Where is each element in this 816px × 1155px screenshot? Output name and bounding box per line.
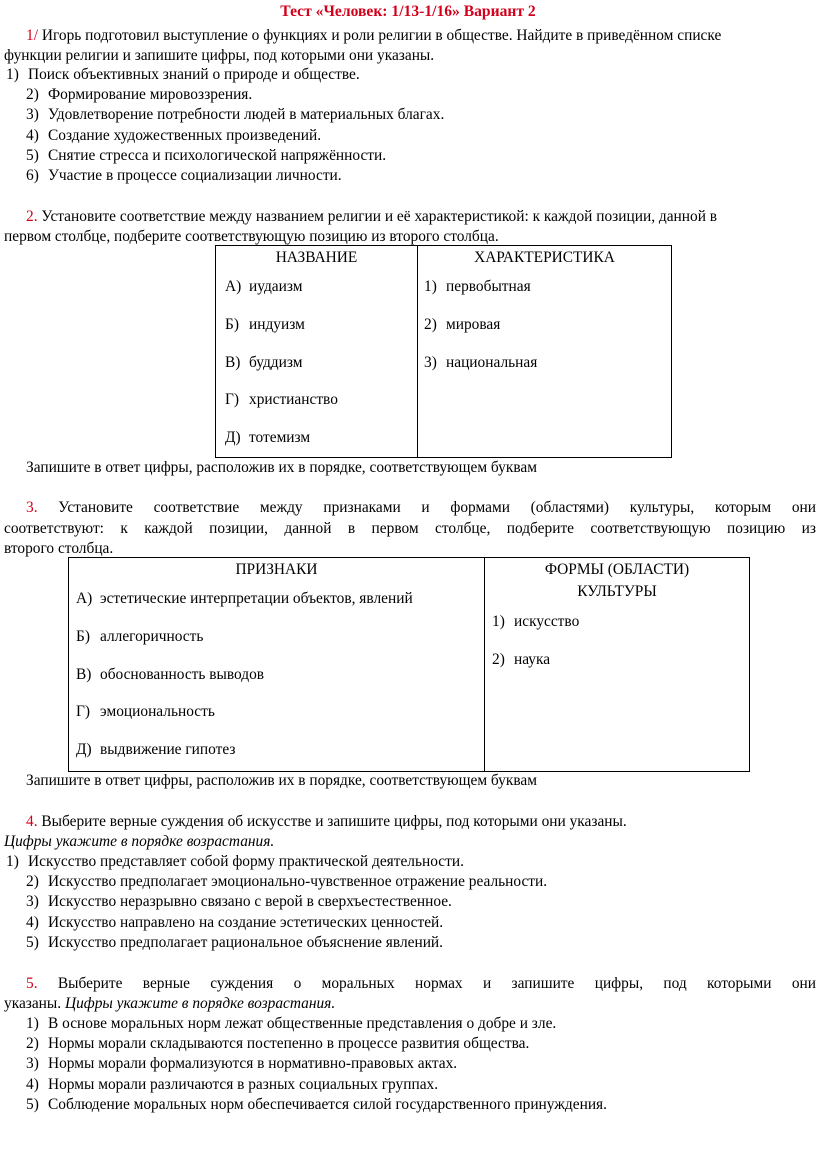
- q2-right-item-number: 3): [424, 353, 437, 371]
- q5-option-text: Нормы морали различаются в разных социальных группах.: [48, 1075, 439, 1093]
- q3-text-line1: 3. Установите соответствие между признаками и формами (областями) культуры, которым они: [26, 499, 816, 516]
- q2-right-item: [424, 353, 537, 373]
- q5-text-line1: 5. Выберите верные суждения о моральных нормах и запишите цифры, под которыми они: [26, 975, 816, 992]
- q4-option-text: Искусство представляет собой форму практической деятельности.: [28, 853, 464, 870]
- q2-right-item: [424, 277, 531, 297]
- document-title: Тест «Человек: 1/13-1/16» Вариант 2: [280, 3, 536, 20]
- q3-left-item-number: Б): [76, 627, 90, 645]
- q3-left-header: ПРИЗНАКИ: [235, 561, 318, 578]
- q2-left-item-text: буддизм: [249, 353, 303, 371]
- q4-option-number: 5): [26, 933, 39, 951]
- q4-option-number: 2): [26, 873, 39, 891]
- q3-answer-note: Запишите в ответ цифры, расположив их в порядке, соответствующем буквам: [26, 772, 537, 789]
- q2-right-item-text: мировая: [446, 315, 501, 333]
- q4-option: [26, 892, 452, 912]
- q3-left-item-number: В): [76, 665, 92, 683]
- q3-right-item-text: наука: [514, 650, 551, 668]
- q3-text-line2: соответствуют: к каждой позиции, данной в первом столбце, подберите соответствующую позицию из: [4, 520, 816, 537]
- q2-number: 2.: [26, 208, 38, 225]
- q4-option-text: Искусство предполагает рациональное объяснение явлений.: [48, 933, 444, 951]
- q3-left-item-text: эстетические интерпретации объектов, явлений: [100, 590, 413, 607]
- q4-option: [6, 852, 464, 872]
- q3-left-item: [76, 589, 413, 609]
- q3-right-header-line2: КУЛЬТУРЫ: [577, 583, 657, 600]
- q2-left-item-text: тотемизм: [249, 429, 311, 447]
- q4-option: [26, 933, 443, 953]
- q3-right-header-line1: ФОРМЫ (ОБЛАСТИ): [544, 561, 690, 578]
- q2-left-item-number: Г): [225, 391, 240, 409]
- q2-left-item-number: А): [225, 278, 242, 295]
- q4-option: [26, 913, 443, 933]
- q2-table: [215, 245, 672, 458]
- q5-instruction: Цифры укажите в порядке возрастания.: [61, 995, 336, 1012]
- q1-option-number: 4): [26, 126, 39, 144]
- q3-left-item: [76, 665, 264, 685]
- q4-option-number: 1): [6, 853, 19, 870]
- q2-left-item: [225, 428, 310, 448]
- q2-left-item: [225, 353, 302, 373]
- q5-text-line2: указаны. Цифры укажите в порядке возрастания.: [4, 995, 336, 1012]
- q1-option-text: Формирование мировоззрения.: [48, 86, 253, 104]
- q1-text-line1: 1/ Игорь подготовил выступление о функциях и роли религии в обществе. Найдите в приведённом списке: [26, 27, 722, 44]
- q4-option-number: 4): [26, 913, 39, 931]
- q3-table: [68, 557, 750, 772]
- q3-left-item: [76, 627, 203, 647]
- q1-option: [26, 126, 321, 146]
- q5-option-number: 4): [26, 1075, 39, 1093]
- q2-right-item-text: первобытная: [446, 278, 531, 295]
- q2-left-item: [225, 390, 338, 410]
- q1-number: 1/: [26, 27, 38, 44]
- q1-option: [26, 166, 342, 186]
- q2-right-header: ХАРАКТЕРИСТИКА: [474, 249, 615, 266]
- q3-left-item: [76, 702, 215, 722]
- q1-option-text: Участие в процессе социализации личности.: [48, 167, 342, 184]
- q2-left-item-number: Б): [225, 315, 239, 333]
- q1-option-text: Создание художественных произведений.: [48, 126, 322, 144]
- q5-option-text: Нормы морали формализуются в нормативно-правовых актах.: [48, 1055, 458, 1073]
- q5-option-text: В основе моральных норм лежат общественные представления о добре и зле.: [48, 1015, 557, 1032]
- q3-text-line3: второго столбца.: [4, 540, 114, 557]
- q2-left-item-number: Д): [225, 429, 241, 447]
- q3-left-item-text: эмоциональность: [100, 703, 215, 721]
- q2-right-item-number: 2): [424, 315, 437, 333]
- q4-option-text: Искусство неразрывно связано с верой в сверхъестественное.: [48, 893, 452, 911]
- q5-option: [26, 1075, 438, 1095]
- q1-option: [26, 146, 386, 166]
- q5-option: [26, 1054, 457, 1074]
- q2-left-item-text: иудаизм: [249, 278, 303, 295]
- q3-right-item: [492, 650, 550, 670]
- q3-left-item: [76, 740, 235, 760]
- q4-number: 4.: [26, 813, 38, 830]
- q2-right-item-text: национальная: [446, 353, 538, 371]
- q2-text-line1: 2. Установите соответствие между названием религии и её характеристикой: к каждой позиции, данной в: [26, 208, 718, 225]
- q5-option-number: 1): [26, 1015, 39, 1032]
- q2-right-item: [424, 315, 500, 335]
- q5-number: 5.: [26, 975, 38, 992]
- q5-option: [26, 1095, 607, 1115]
- q2-left-item: [225, 315, 305, 335]
- q2-left-item-number: В): [225, 353, 241, 371]
- q3-right-item: [492, 612, 579, 632]
- q1-option-number: 1): [6, 66, 19, 83]
- q2-left-item-text: индуизм: [249, 315, 305, 333]
- q3-left-item-number: Г): [76, 703, 91, 721]
- q5-option-text: Соблюдение моральных норм обеспечивается силой государственного принуждения.: [48, 1095, 607, 1113]
- q2-left-item-text: христианство: [249, 391, 338, 409]
- q4-option-text: Искусство направлено на создание эстетических ценностей.: [48, 913, 444, 931]
- q2-left-item: [225, 277, 302, 297]
- q2-answer-note: Запишите в ответ цифры, расположив их в порядке, соответствующем буквам: [26, 459, 537, 476]
- q1-option-text: Снятие стресса и психологической напряжённости.: [48, 146, 387, 164]
- q1-option-number: 3): [26, 106, 39, 124]
- q5-option: [26, 1014, 556, 1034]
- q1-text-line2: функции религии и запишите цифры, под которыми они указаны.: [4, 47, 435, 64]
- q3-left-item-number: Д): [76, 741, 92, 759]
- q5-option-number: 5): [26, 1095, 39, 1113]
- q1-option-text: Поиск объективных знаний о природе и обществе.: [28, 66, 360, 83]
- q4-option-text: Искусство предполагает эмоционально-чувственное отражение реальности.: [48, 873, 548, 891]
- q1-option-number: 6): [26, 167, 39, 184]
- q3-left-item-text: выдвижение гипотез: [100, 741, 236, 759]
- q1-option-number: 2): [26, 86, 39, 104]
- q5-option-number: 2): [26, 1035, 39, 1053]
- q5-option-text: Нормы морали складываются постепенно в процессе развития общества.: [48, 1035, 530, 1053]
- q3-left-item-text: обоснованность выводов: [100, 665, 265, 683]
- q1-option-number: 5): [26, 146, 39, 164]
- q3-number: 3.: [26, 499, 38, 516]
- q2-right-item-number: 1): [424, 278, 437, 295]
- q3-right-item-number: 2): [492, 650, 505, 668]
- q4-option-number: 3): [26, 893, 39, 911]
- q3-left-item-number: А): [76, 590, 93, 607]
- q2-left-header: НАЗВАНИЕ: [275, 249, 358, 266]
- q1-option: [26, 105, 444, 125]
- q1-option: [6, 65, 360, 85]
- q1-option-text: Удовлетворение потребности людей в материальных благах.: [48, 106, 445, 124]
- q2-text-line2: первом столбце, подберите соответствующую позицию из второго столбца.: [4, 228, 499, 245]
- q3-right-item-number: 1): [492, 613, 505, 630]
- q4-instruction: Цифры укажите в порядке возрастания.: [4, 833, 275, 850]
- q3-left-item-text: аллегоричность: [100, 627, 204, 645]
- q4-text-line1: 4. Выберите верные суждения об искусстве и запишите цифры, под которыми они указаны.: [26, 813, 627, 830]
- q5-option-number: 3): [26, 1055, 39, 1073]
- q4-option: [26, 872, 547, 892]
- q1-option: [26, 85, 252, 105]
- q3-right-item-text: искусство: [514, 613, 580, 630]
- q5-option: [26, 1034, 529, 1054]
